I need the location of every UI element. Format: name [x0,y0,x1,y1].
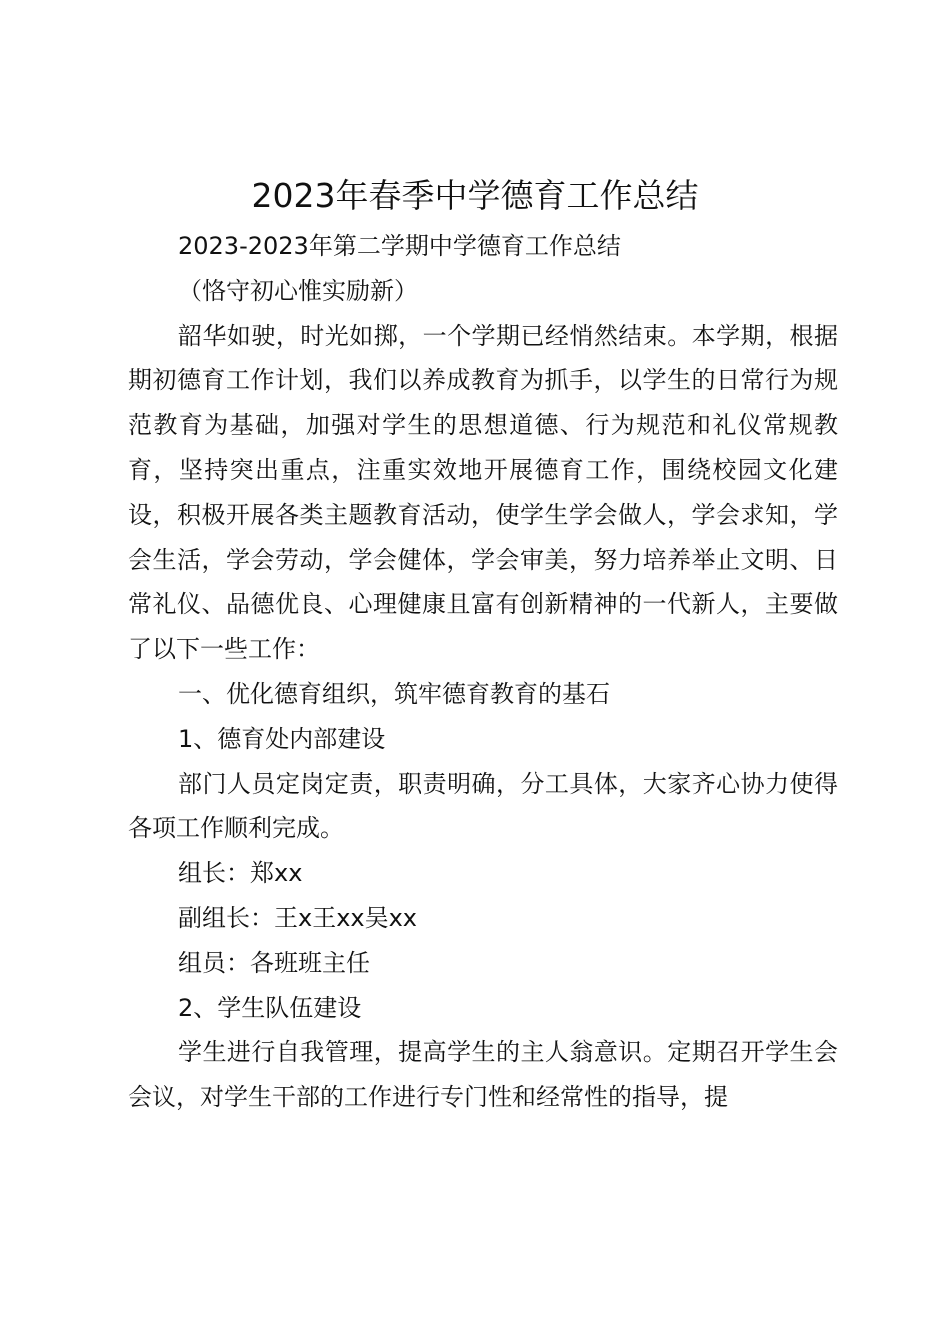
body-paragraph: 部门人员定岗定责，职责明确，分工具体，大家齐心协力使得各项工作顺利完成。 [128,769,838,843]
section-heading: 一、优化德育组织，筑牢德育教育的基石 [178,679,610,708]
subtitle-paragraph: 2023-2023年第二学期中学德育工作总结 [178,232,621,260]
members-line: 组员：各班班主任 [178,948,370,977]
motto-paragraph: （恪守初心惟实励新） [178,276,418,305]
subsection-heading: 2、学生队伍建设 [178,993,362,1022]
document-title: 2023年春季中学德育工作总结 [251,176,699,215]
document-body [128,224,838,1120]
deputy-leader-line: 副组长：王x王xx吴xx [178,903,418,932]
body-paragraph: 学生进行自我管理，提高学生的主人翁意识。定期召开学生会会议，对学生干部的工作进行专门性和经常性的指导，提 [128,1038,838,1112]
intro-paragraph: 韶华如驶，时光如掷，一个学期已经悄然结束。本学期，根据期初德育工作计划，我们以养成教育为抓手，以学生的日常行为规范教育为基础，加强对学生的思想道德、行为规范和礼仪常规教育，坚持突出重点，注重实效地开展德育工作，围绕校园文化建设，积极开展各类主题教育活动，使学生学会做人，学会求知，学会生活，学会劳动，学会健体，学会审美，努力培养举止文明、日常礼仪、品德优良、心理健康且富有创新精神的一代新人，主要做了以下一些工作： [128,321,838,664]
subsection-heading: 1、德育处内部建设 [178,724,386,753]
leader-line: 组长：郑xx [178,859,303,888]
